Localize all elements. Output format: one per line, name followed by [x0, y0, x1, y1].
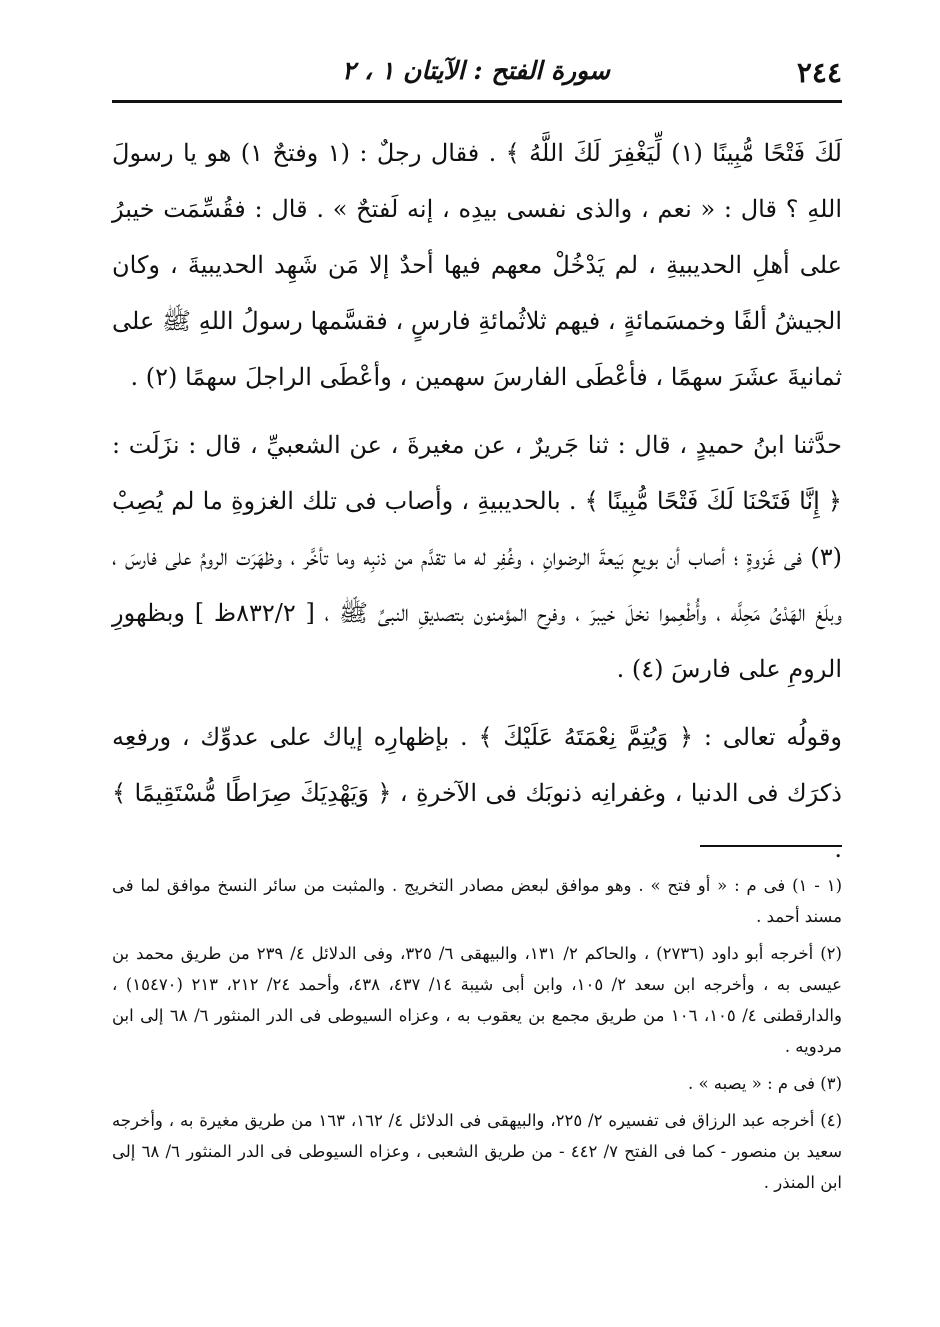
- header-rule: [112, 100, 842, 103]
- running-title: سورة الفتح : الآيتان ١ ، ٢: [341, 56, 610, 85]
- footnote: (٤) أخرجه عبد الرزاق فى تفسيره ٢/ ٢٢٥، والبيهقى فى الدلائل ٤/ ١٦٢، ١٦٣ من طريق مغيرة به ، وأخرجه سعيد بن منصور - كما فى الفتح ٧/ ٤٤٢ - من طريق الشعبى ، وعزاه السيوطى فى الدر المنثور ٦/ ٦٨ إلى ابن المنذر .: [112, 1111, 843, 1192]
- page-header: [112, 50, 842, 100]
- main-text: [112, 125, 842, 877]
- paragraph: وقولُه تعالى : ﴿ وَيُتِمَّ نِعْمَتَهُ عَلَيْكَ ﴾ . بإظهارِه إياك على عدوِّك ، ورفعِه ذكرَك فى الدنيا ، وغفرانِه ذنوبَك فى الآخرةِ ، ﴿ وَيَهْدِيَكَ صِرَاطًا مُّسْتَقِيمًا ﴾ .: [112, 723, 842, 863]
- page-number: ٢٤٤: [796, 56, 842, 89]
- footnote-separator: [700, 845, 842, 847]
- paragraph: لَكَ فَتْحًا مُّبِينًا (١) لِّيَغْفِرَ لَكَ اللَّهُ ﴾ . فقال رجلٌ : (١ وفتحٌ ١) هو يا رسولَ اللهِ ؟ قال : « نعم ، والذى نفسى بيدِه ، إنه لَفتحٌ » . قال : فقُسِّمَت خيبرُ على أهلِ الحديبيةِ ، لم يَدْخُلْ معهم فيها أحدٌ إلا مَن شَهِد الحديبيةَ ، وكان الجيشُ ألفًا وخمسَمائةٍ ، فيهم ثلاثُمائةِ فارسٍ ، فقسَّمها رسولُ اللهِ ﷺ على ثمانيةَ عشَرَ سهمًا ، فأعْطَى الفارسَ سهمين ، وأعْطَى الراجلَ سهمًا (٢) .: [112, 139, 842, 391]
- footnote: (١ - ١) فى م : « أو فتح » . وهو موافق لبعض مصادر التخريج . والمثبت من سائر النسخ موافق لما فى مسند أحمد .: [112, 876, 842, 926]
- footnote: (٢) أخرجه أبو داود (٢٧٣٦) ، والحاكم ٢/ ١٣١، والبيهقى ٦/ ٣٢٥، وفى الدلائل ٤/ ٢٣٩ من طريق محمد بن عيسى به ، وأخرجه ابن سعد ٢/ ١٠٥، وابن أبى شيبة ١٤/ ٤٣٧، ٤٣٨، وأحمد ٢٤/ ٢١٢، ٢١٣ (١٥٤٧٠) ، والدارقطنى ٤/ ١٠٥، ١٠٦ من طريق مجمع بن يعقوب به ، وعزاه السيوطى فى الدر المنثور ٦/ ٦٨ إلى ابن مردويه .: [112, 944, 843, 1056]
- paragraph: حدَّثنا ابنُ حميدٍ ، قال : ثنا جَريرٌ ، عن مغيرةَ ، عن الشعبيِّ ، قال : نزَلَت : ﴿ إِنَّا فَتَحْنَا لَكَ فَتْحًا مُّبِينًا ﴾ . بالحديبيةِ ، وأصاب فى تلك الغزوةِ ما لم يُصِبْ (٣) فى غَزوةٍ ؛ أصاب أن بويعِ بَيعةَ الرضوانِ ، وغُفِر له ما تقدَّم من ذنبِه وما تأخَّر ، وظهَرَت الرومُ على فارسَ ، وبلَغ الهَدْىُ مَحِلَّه ، وأُطْعِموا نخلَ خيبرَ ، وفرِح المؤمنون بتصديقِ النبىِّ ﷺ ، [ ٨٣٢/٢ظ ] وبظهورِ الرومِ على فارسَ (٤) .: [112, 431, 842, 683]
- footnotes: [112, 870, 842, 1204]
- footnote: (٣) فى م : « يصبه » .: [687, 1074, 842, 1093]
